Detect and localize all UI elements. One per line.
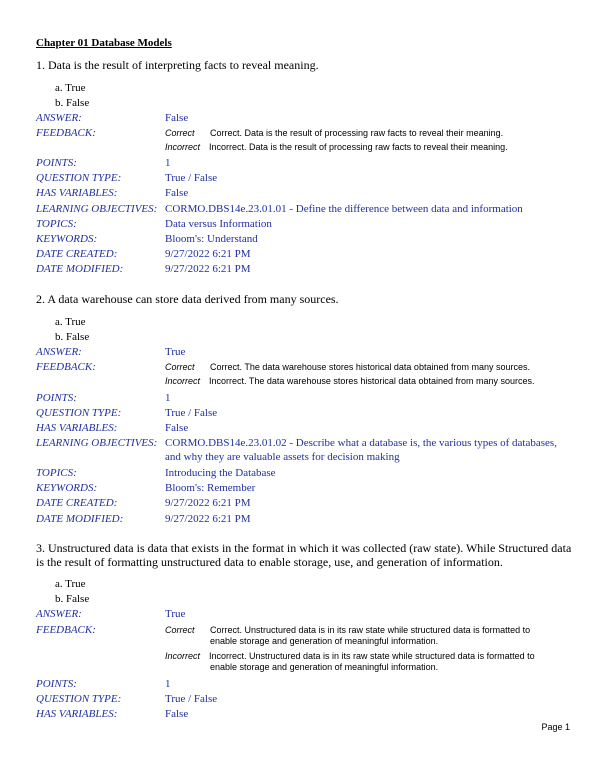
learning-objectives-value: CORMO.DBS14e.23.01.01 - Define the difference between data and information <box>165 203 523 215</box>
keywords-label: KEYWORDS: <box>36 233 98 245</box>
feedback-correct-text-line2: enable storage and generation of meaningful information. <box>210 636 439 646</box>
has-variables-value: False <box>165 187 189 199</box>
chapter-title: Chapter 01 Database Models <box>36 37 172 49</box>
feedback-incorrect-tag: Incorrect <box>165 376 201 386</box>
answer-label: ANSWER: <box>36 608 82 620</box>
feedback-label: FEEDBACK: <box>36 127 96 139</box>
keywords-value: Bloom's: Understand <box>165 233 258 245</box>
has-variables-label: HAS VARIABLES: <box>36 187 118 199</box>
answer-label: ANSWER: <box>36 346 82 358</box>
page-number: Page 1 <box>541 722 570 732</box>
feedback-incorrect-tag: Incorrect <box>165 651 201 661</box>
feedback-correct-tag: Correct <box>165 128 195 138</box>
keywords-label: KEYWORDS: <box>36 482 98 494</box>
question-text: 1. Data is the result of interpreting facts to reveal meaning. <box>36 58 319 72</box>
feedback-correct-text-line1: Correct. Unstructured data is in its raw state while structured data is formatted to <box>210 625 531 635</box>
learning-objectives-value-line1: CORMO.DBS14e.23.01.02 - Describe what a database is, the various types of databases, <box>165 437 557 449</box>
has-variables-value: False <box>165 708 189 720</box>
feedback-incorrect-text-line1: Incorrect. Unstructured data is in its raw state while structured data is formatted to <box>209 651 535 661</box>
points-label: POINTS: <box>36 678 77 690</box>
topics-value: Introducing the Database <box>165 467 276 479</box>
answer-label: ANSWER: <box>36 112 82 124</box>
date-created-value: 9/27/2022 6:21 PM <box>165 248 251 260</box>
points-value: 1 <box>165 678 171 690</box>
has-variables-label: HAS VARIABLES: <box>36 708 118 720</box>
option-b: b. False <box>55 593 90 605</box>
question-type-label: QUESTION TYPE: <box>36 693 122 705</box>
learning-objectives-value-line2: and why they are valuable assets for decision making <box>165 451 400 463</box>
topics-value: Data versus Information <box>165 218 272 230</box>
question-type-label: QUESTION TYPE: <box>36 172 122 184</box>
date-created-value: 9/27/2022 6:21 PM <box>165 497 251 509</box>
option-a: a. True <box>55 316 86 328</box>
topics-label: TOPICS: <box>36 467 77 479</box>
date-created-label: DATE CREATED: <box>36 248 118 260</box>
option-a: a. True <box>55 578 86 590</box>
date-created-label: DATE CREATED: <box>36 497 118 509</box>
date-modified-label: DATE MODIFIED: <box>36 263 124 275</box>
feedback-incorrect-tag: Incorrect <box>165 142 201 152</box>
feedback-correct-text: Correct. The data warehouse stores historical data obtained from many sources. <box>210 362 530 372</box>
feedback-incorrect-text: Incorrect. The data warehouse stores historical data obtained from many sources. <box>209 376 535 386</box>
option-b: b. False <box>55 97 90 109</box>
points-label: POINTS: <box>36 157 77 169</box>
learning-objectives-label: LEARNING OBJECTIVES: <box>36 203 158 215</box>
feedback-label: FEEDBACK: <box>36 361 96 373</box>
points-value: 1 <box>165 157 171 169</box>
has-variables-value: False <box>165 422 189 434</box>
question-text-line2: is the result of formatting unstructured data to enable storage, use, and generation of information. <box>36 555 503 569</box>
question-type-value: True / False <box>165 407 218 419</box>
answer-value: False <box>165 112 189 124</box>
question-type-value: True / False <box>165 172 218 184</box>
keywords-value: Bloom's: Remember <box>165 482 256 494</box>
date-modified-label: DATE MODIFIED: <box>36 513 124 525</box>
question-text-line1: 3. Unstructured data is data that exists in the format in which it was collected (raw state). While Structured data <box>36 541 572 555</box>
answer-value: True <box>165 346 186 358</box>
feedback-incorrect-text: Incorrect. Data is the result of processing raw facts to reveal their meaning. <box>209 142 508 152</box>
answer-value: True <box>165 608 186 620</box>
question-type-label: QUESTION TYPE: <box>36 407 122 419</box>
date-modified-value: 9/27/2022 6:21 PM <box>165 263 251 275</box>
points-value: 1 <box>165 392 171 404</box>
question-type-value: True / False <box>165 693 218 705</box>
question-text: 2. A data warehouse can store data derived from many sources. <box>36 292 339 306</box>
date-modified-value: 9/27/2022 6:21 PM <box>165 513 251 525</box>
feedback-correct-tag: Correct <box>165 625 195 635</box>
option-a: a. True <box>55 82 86 94</box>
feedback-correct-tag: Correct <box>165 362 195 372</box>
topics-label: TOPICS: <box>36 218 77 230</box>
feedback-incorrect-text-line2: enable storage and generation of meaningful information. <box>210 662 439 672</box>
has-variables-label: HAS VARIABLES: <box>36 422 118 434</box>
feedback-correct-text: Correct. Data is the result of processing raw facts to reveal their meaning. <box>210 128 504 138</box>
points-label: POINTS: <box>36 392 77 404</box>
learning-objectives-label: LEARNING OBJECTIVES: <box>36 437 158 449</box>
option-b: b. False <box>55 331 90 343</box>
feedback-label: FEEDBACK: <box>36 624 96 636</box>
